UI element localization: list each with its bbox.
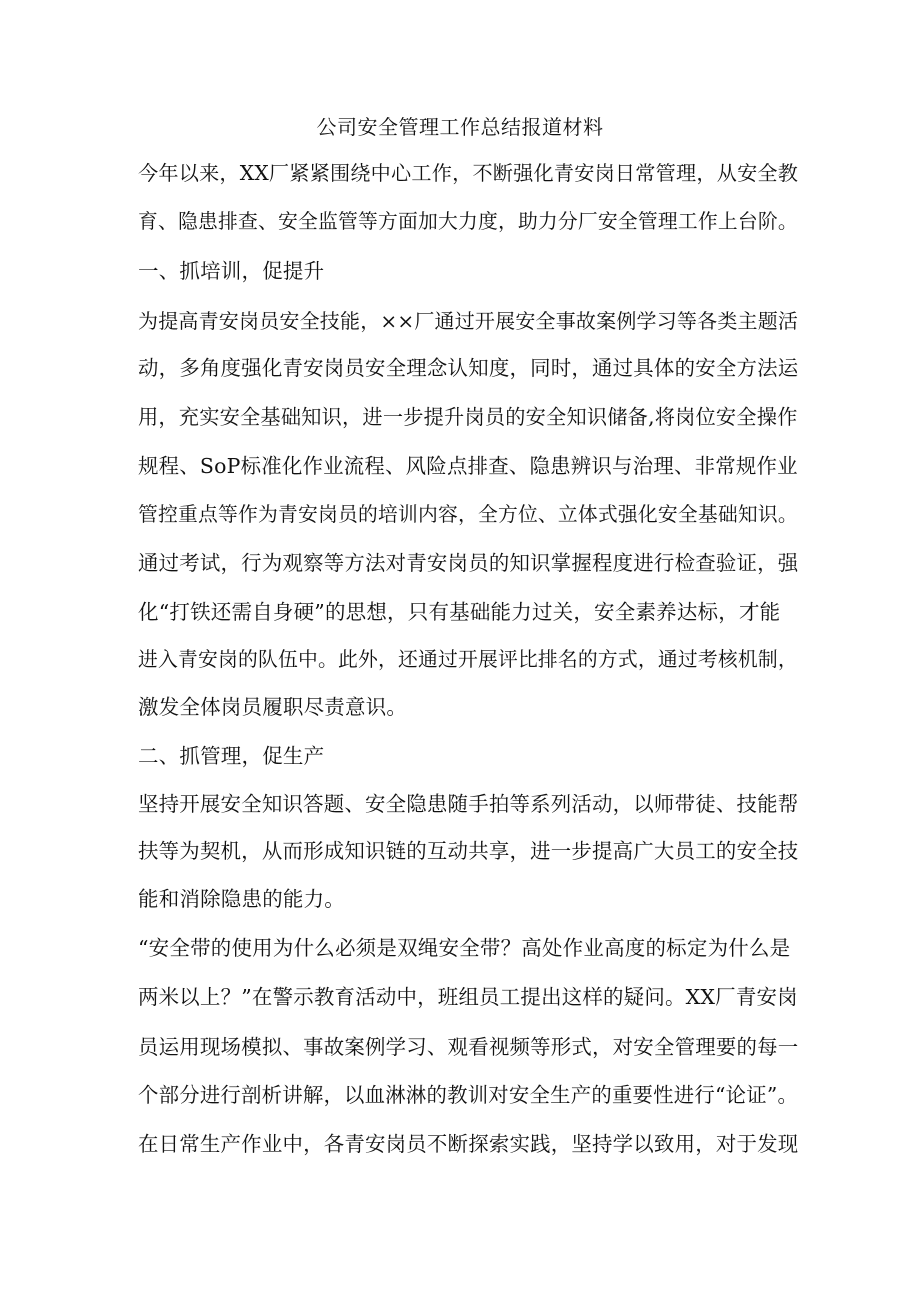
text-line: 在日常生产作业中，各青安岗员不断探索实践，坚持学以致用，对于发现: [138, 1132, 799, 1156]
text-line: 通过考试，行为观察等方法对青安岗员的知识掌握程度进行检查验证，强: [138, 551, 799, 575]
document-title: 公司安全管理工作总结报道材料: [316, 115, 604, 139]
text-line: 员运用现场模拟、事故案例学习、观看视频等形式，对安全管理要的每一: [138, 1035, 799, 1059]
text-line: 为提高青安岗员安全技能，××厂通过开展安全事故案例学习等各类主题活: [138, 309, 799, 333]
text-line: 两米以上？”在警示教育活动中，班组员工提出这样的疑问。XX厂青安岗: [138, 985, 798, 1009]
text-line: 规程、SoP标准化作业流程、风险点排查、隐患辨识与治理、非常规作业: [138, 454, 798, 478]
text-line: 今年以来，XX厂紧紧围绕中心工作，不断强化青安岗日常管理，从安全教: [138, 161, 799, 185]
text-line: 动，多角度强化青安岗员安全理念认知度，同时，通过具体的安全方法运: [138, 356, 799, 380]
text-line: 个部分进行剖析讲解，以血淋淋的教训对安全生产的重要性进行“论证”。: [138, 1083, 799, 1107]
text-line: 激发全体岗员履职尽责意识。: [138, 695, 408, 719]
text-line: 进入青安岗的队伍中。此外，还通过开展评比排名的方式，通过考核机制，: [138, 648, 798, 671]
text-line: 育、隐患排查、安全监管等方面加大力度，助力分厂安全管理工作上台阶。: [138, 210, 798, 233]
text-line: 管控重点等作为青安岗员的培训内容，全方位、立体式强化安全基础知识。: [138, 503, 798, 526]
text-line: “安全带的使用为什么必须是双绳安全带？高处作业高度的标定为什么是: [138, 936, 791, 960]
text-line: 扶等为契机，从而形成知识链的互动共享，进一步提高广大员工的安全技: [138, 839, 799, 863]
text-line: 坚持开展安全知识答题、安全隐患随手拍等系列活动，以师带徒、技能帮: [138, 792, 799, 816]
section-heading: 二、抓管理，促生产: [138, 744, 325, 768]
text-line: 用，充实安全基础知识，进一步提升岗员的安全知识储备,将岗位安全操作: [138, 405, 798, 429]
text-line: 能和消除隐患的能力。: [138, 887, 345, 911]
text-line: 化“打铁还需自身硬”的思想，只有基础能力过关，安全素养达标，才能: [138, 600, 781, 624]
section-heading: 一、抓培训，促提升: [138, 259, 325, 283]
